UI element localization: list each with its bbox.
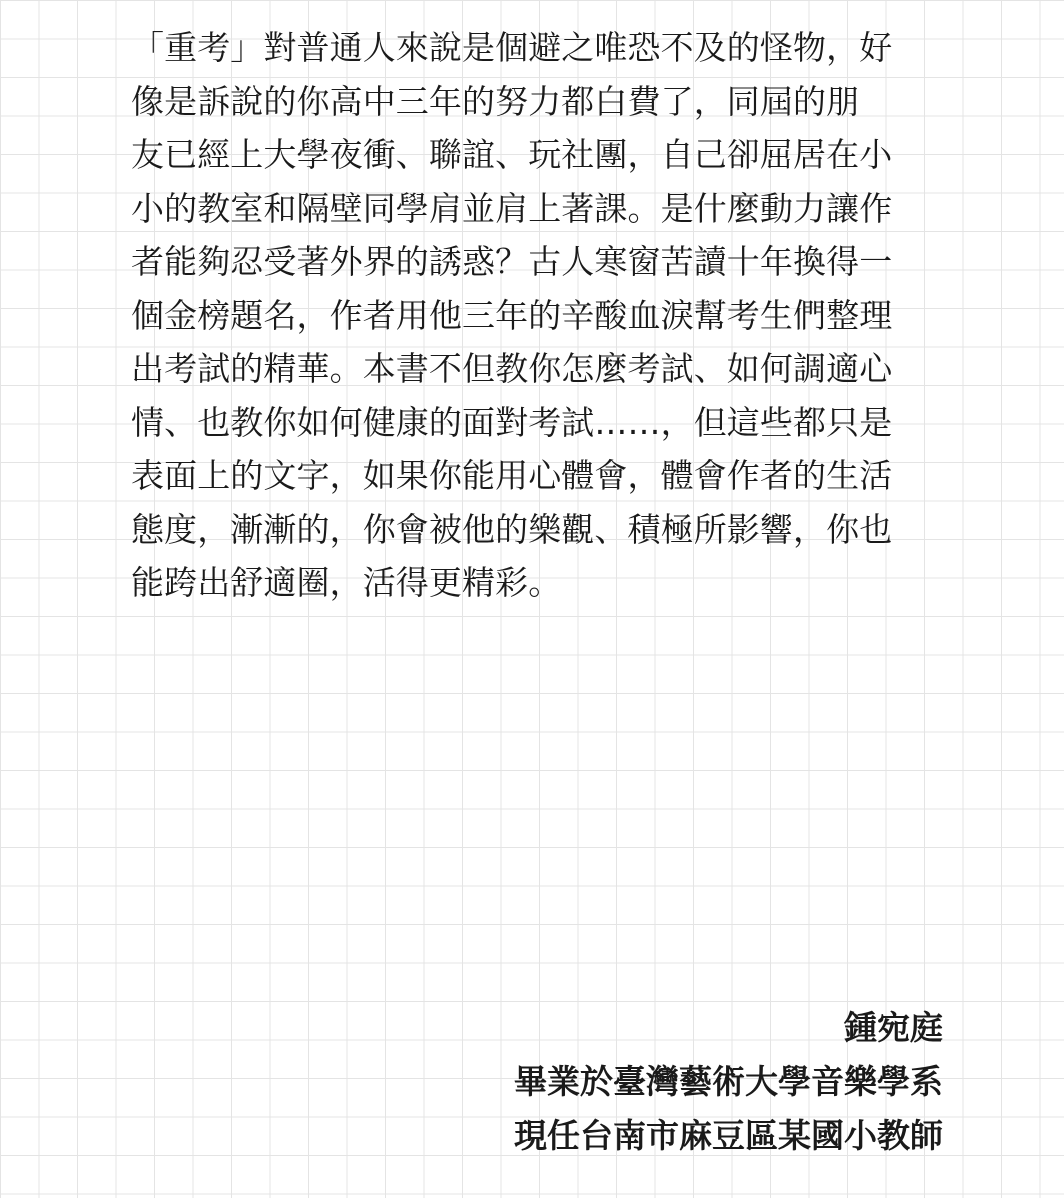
review-paragraph — [131, 21, 943, 610]
signature-position: 現任台南市麻豆區某國小教師 — [514, 1116, 943, 1155]
paragraph-line-6: 個金榜題名，作者用他三年的辛酸血淚幫考生們整理 — [131, 295, 893, 335]
paragraph-line-1: 「重考」對普通人來說是個避之唯恐不及的怪物，好 — [131, 28, 893, 67]
paragraph-line-8: 情、也教你如何健康的面對考試……，但這些都只是 — [131, 402, 893, 442]
paragraph-line-4: 小的教室和隔壁同學肩並肩上著課。是什麼動力讓作 — [131, 188, 893, 228]
author-signature — [514, 1001, 943, 1163]
paragraph-line-2: 像是訴說的你高中三年的努力都白費了，同屆的朋 — [131, 81, 860, 121]
paragraph-line-10: 態度，漸漸的，你會被他的樂觀、積極所影響，你也 — [131, 509, 893, 549]
paragraph-line-5: 者能夠忍受著外界的誘惑？古人寒窗苦讀十年換得一 — [131, 242, 893, 281]
paragraph-line-9: 表面上的文字，如果你能用心體會，體會作者的生活 — [131, 456, 893, 495]
paragraph-line-7: 出考試的精華。本書不但教你怎麼考試、如何調適心 — [131, 349, 893, 388]
paragraph-line-11: 能跨出舒適圈，活得更精彩。 — [131, 563, 562, 602]
signature-education: 畢業於臺灣藝術大學音樂學系 — [514, 1062, 943, 1101]
paragraph-line-3: 友已經上大學夜衝、聯誼、玩社團，自己卻屈居在小 — [131, 135, 893, 174]
signature-name: 鍾宛庭 — [844, 1008, 943, 1047]
